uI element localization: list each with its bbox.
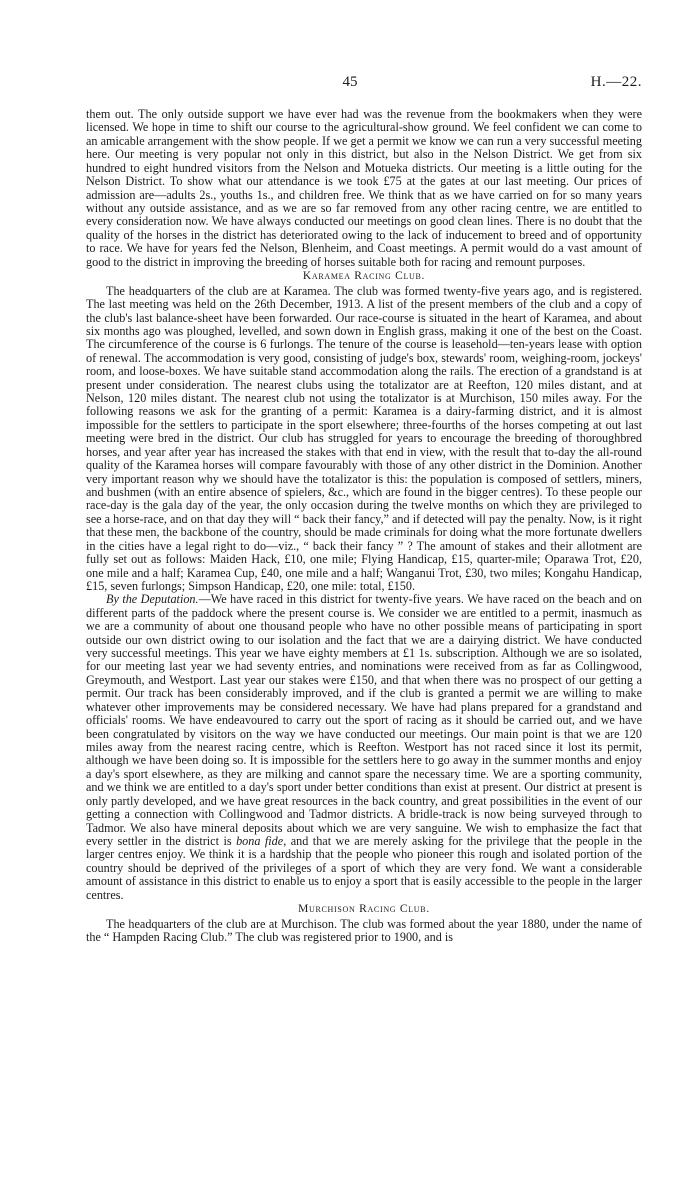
page-reference: H.—22. (590, 74, 642, 90)
bona-fide-italic: bona fide (236, 833, 284, 848)
paragraph-murchison-club: The headquarters of the club are at Murchison. The club was formed about the year 1880, under the name of the “ Hampden Racing Club.” The club was registered prior to 1900, and is (86, 916, 642, 945)
paragraph-deputation (86, 593, 642, 902)
paragraph-karamea-club: The headquarters of the club are at Karamea. The club was formed twenty-five years ago, and is registered. The last meeting was held on the 26th December, 1913. A list of the present members of the club and a copy of the club's last balance-sheet have been forwarded. Our race-course is situated in the heart of Karamea, and about six months ago was ploughed, levelled, and sown down in English grass, making it one of the best on the Coast. The circumference of the course is 6 furlongs. The tenure of the course is leasehold—ten-years lease with option of renewal. The accommodation is very good, consisting of judge's box, stewards' room, weighing-room, jockeys' room, and loose-boxes. We have suitable stand accommodation along the rails. The erection of a grandstand is at present under consideration. The nearest clubs using the totalizator are at Reefton, 120 miles distant, and at Nelson, 120 miles distant. The nearest club not using the totalizator is at Murchison, 150 miles away. For the following reasons we ask for the granting of a permit: Karamea is a dairy-farming district, and it is almost impossible for the settlers to participate in the sport elsewhere; three-fourths of the horses competing at out last meeting were bred in the district. Our club has struggled for years to encourage the breeding of thoroughbred horses, and year after year has increased the stakes with that end in view, with the result that to-day the all-round quality of the Karamea horses will compare favourably with those of any other district in the Dominion. Another very important reason why we should have the totalizator is this: the population is composed of settlers, miners, and bushmen (with an entire absence of spielers, &c., which are found in the bigger centres). To these people our race-day is the gala day of the year, the only occasion during the twelve months on which they are privileged to see a horse-race, and on that day they will “ back their fancy,” and if detected will pay the penalty. Now, is it right that these men, the backbone of the country, should be made criminals for doing what the more fortunate dwellers in the cities have a legal right to do—viz., “ back their fancy ” ? The amount of stakes and their allotment are fully set out as follows: Maiden Hack, £10, one mile; Flying Handicap, £15, quarter-mile; Oparawa Trot, £20, one mile and a half; Karamea Cup, £40, one mile and a half; Wanganui Trot, £30, two miles; Kongahu Handicap, £15, seven furlongs; Simpson Handicap, £20, one mile: total, £150. (86, 283, 642, 593)
deputation-text: —We have raced in this district for twenty-five years. We have raced on the beach and on different parts of the paddock where the present course is. We consider we are entitled to a permit, inasmuch as we are a community of about one thousand people who have no other possible means of participating in sport outside our own district owing to our isolation and the fact that we are a dairying district. We have conducted very successful meetings. This year we have eighty members at £1 1s. subscription. Although we are so isolated, for our meeting last year we had seventy entries, and nominations were received from as far as Collingwood, Greymouth, and Westport. Last year our stakes were £150, and that when there was no prospect of our getting a permit. Our track has been considerably improved, and if the club is granted a permit we are willing to make whatever other improvements may be considered necessary. We have had plans prepared for a grandstand and officials' rooms. We have endeavoured to carry out the sport of racing as it should be carried out, and we have been congratulated by visitors on the way we have conducted our meetings. Our main point is that we are 120 miles away from the nearest racing centre, which is Reefton. Westport has not raced since it lost its permit, although we have been doing so. It is impossible for the settlers here to go away in the summer months and enjoy a day's sport elsewhere, as they are milking and cannot spare the necessary time. We are a sporting community, and we think we are entitled to a day's sport under better conditions than exist at present. Our district at present is only partly developed, and we have great resources in the back country, and great possibilities in the event of our getting a connection with Collingwood and Tadmor districts. A bridle-track is now being surveyed through to Tadmor. We also have mineral deposits about which we are very sanguine. We wish to emphasize the fact that every settler in the district is (86, 592, 642, 848)
deputation-text-tail: , and that we are merely asking for the privilege that the people in the larger centres enjoy. We think it is a hardship that the people who pioneer this rough and isolated portion of the country should be deprived of the privileges of a sport of which they are very fond. We want a considerable amount of assistance in this district to enable us to enjoy a sport that is easily accessible to the people in the larger centres. (86, 833, 642, 902)
document-body (86, 108, 642, 945)
paragraph-continued: them out. The only outside support we have ever had was the revenue from the bookmakers when they were licensed. We hope in time to shift our course to the agricultural-show ground. We feel confident we can come to an amicable arrangement with the show people. If we get a permit we know we can run a very successful meeting here. Our meeting is very popular not only in this district, but also in the Nelson District. We get from six hundred to eight hundred visitors from the Nelson and Motueka districts. Our meeting is a little outing for the Nelson District. To show what our attendance is we took £75 at the gates at our last meeting. Our prices of admission are—adults 2s., youths 1s., and children free. We think that as we have carried on for so many years without any outside assistance, and as we are so far removed from any other racing centre, we are entitled to every consideration now. We have always conducted our meetings on good clean lines. There is no doubt that the quality of the horses in the district has deteriorated owing to the lack of inducement to breed and of opportunity to race. We have for years fed the Nelson, Blenheim, and Coast meetings. A permit would do a vast amount of good to the district in improving the breeding of horses suitable both for racing and remount purposes. (86, 107, 642, 269)
page-number: 45 (342, 74, 358, 90)
deputation-lead: By the Deputation. (106, 592, 199, 607)
section-heading-murchison: Murchison Racing Club. (298, 903, 430, 916)
section-heading-karamea: Karamea Racing Club. (302, 270, 426, 283)
